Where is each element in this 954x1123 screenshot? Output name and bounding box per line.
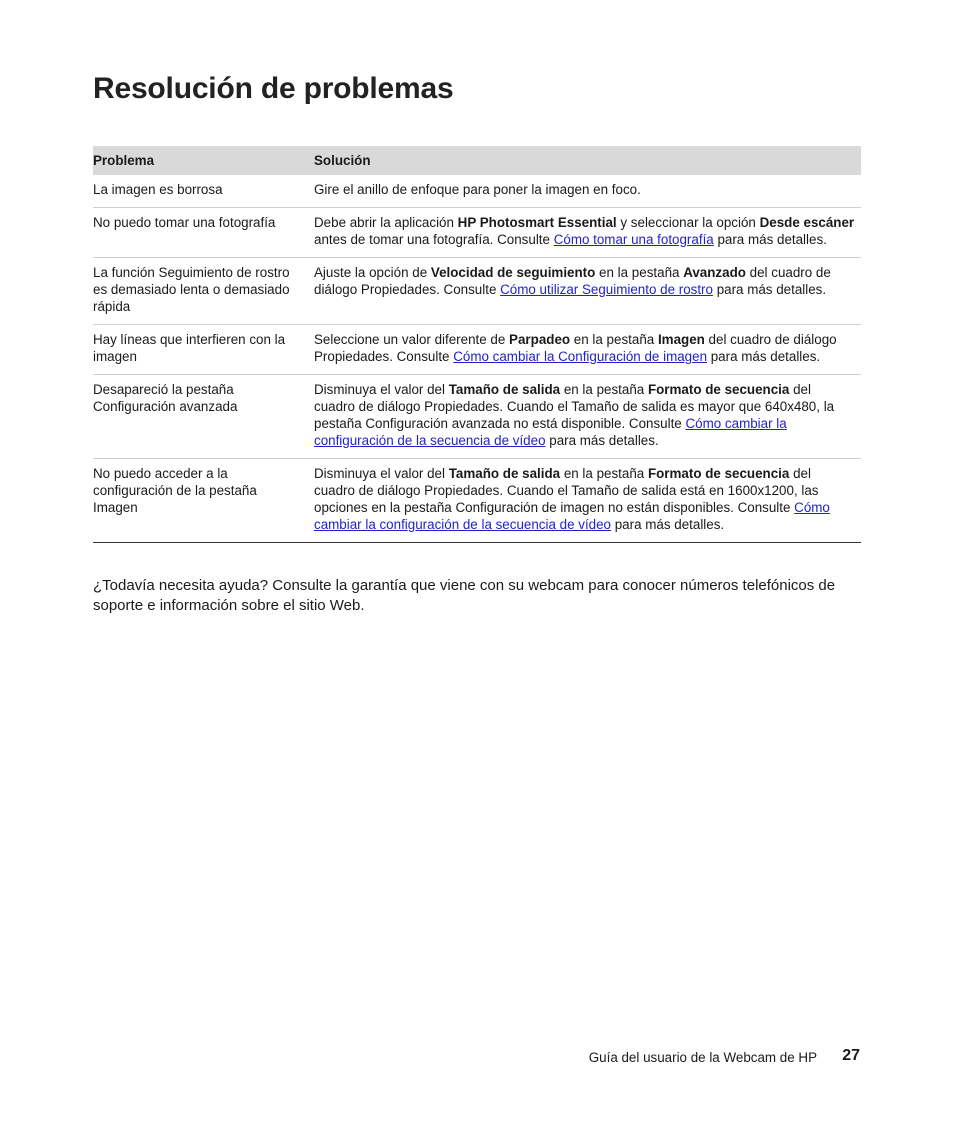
solution-bold-term: Formato de secuencia [647,382,790,397]
solution-bold-term: Tamaño de salida [448,382,561,397]
solution-link[interactable]: Cómo cambiar la Configuración de imagen [453,349,708,364]
solution-text: en la pestaña [560,466,648,481]
problem-cell: Desapareció la pestaña Configuración avanzada [93,375,314,459]
table-row [93,375,861,459]
solution-bold-term: HP Photosmart Essential [457,215,617,230]
problem-cell: La imagen es borrosa [93,175,314,208]
solution-bold-term: Desde escáner [759,215,855,230]
table-row [93,175,861,208]
solution-text: para más detalles. [707,349,821,364]
solution-text: para más detalles. [545,433,659,448]
solution-link[interactable]: Cómo utilizar Seguimiento de rostro [500,282,713,297]
troubleshooting-table [93,146,861,543]
table-row [93,208,861,258]
problem-cell: No puedo acceder a la configuración de la pestaña Imagen [93,459,314,543]
table-row [93,258,861,325]
solution-cell [314,459,861,543]
solution-text: del cuadro de diálogo Propiedades. Consulte [314,265,831,297]
solution-text: Debe abrir la aplicación [314,215,458,230]
solution-cell [314,175,861,208]
solution-bold-term: Velocidad de seguimiento [430,265,596,280]
solution-bold-term: Imagen [657,332,705,347]
page-title: Resolución de problemas [93,72,454,105]
solution-link[interactable]: Cómo tomar una fotografía [553,232,714,247]
solution-bold-term: Tamaño de salida [448,466,561,481]
solution-text: para más detalles. [713,232,827,247]
solution-link[interactable]: Cómo cambiar la configuración de la secuencia de vídeo [314,500,830,532]
solution-text: Seleccione un valor diferente de [314,332,510,347]
problem-cell: No puedo tomar una fotografía [93,208,314,258]
table-row [93,459,861,543]
table-body [93,175,861,543]
solution-text: del cuadro de diálogo Propiedades. Cuando el Tamaño de salida está en 1600x1200, las opciones en la pestaña Configuración de imagen no están disponibles. Consulte [314,466,819,515]
footer-guide-title: Guía del usuario de la Webcam de HP [588,1050,817,1065]
solution-text: para más detalles. [611,517,725,532]
solution-link[interactable]: Cómo cambiar la configuración de la secuencia de vídeo [314,416,787,448]
table-row [93,325,861,375]
solution-bold-term: Avanzado [683,265,746,280]
solution-bold-term: Parpadeo [509,332,571,347]
solution-cell [314,258,861,325]
solution-bold-term: Formato de secuencia [647,466,790,481]
solution-text: en la pestaña [595,265,684,280]
solution-cell [314,325,861,375]
page-number: 27 [842,1047,860,1064]
solution-text: antes de tomar una fotografía. Consulte [314,232,554,247]
solution-text: en la pestaña [570,332,658,347]
column-header-problem: Problema [93,146,314,175]
solution-text: Disminuya el valor del [314,466,449,481]
problem-cell: Hay líneas que interfieren con la imagen [93,325,314,375]
column-header-solution: Solución [314,146,861,175]
table-header-row [93,146,861,175]
solution-text: para más detalles. [712,282,827,297]
problem-cell: La función Seguimiento de rostro es demasiado lenta o demasiado rápida [93,258,314,325]
solution-text: Ajuste la opción de [314,265,431,280]
solution-text: en la pestaña [560,382,648,397]
solution-cell [314,375,861,459]
solution-text: del cuadro de diálogo Propiedades. Cuando el Tamaño de salida es mayor que 640x480, la pestaña Configuración avanzada no está disponible. Consulte [314,382,835,431]
solution-text: del cuadro de diálogo Propiedades. Consulte [314,332,837,364]
help-text: ¿Todavía necesita ayuda? Consulte la garantía que viene con su webcam para conocer números telefónicos de soporte e información sobre el sitio Web. [93,577,836,614]
solution-text: Disminuya el valor del [314,382,449,397]
solution-text: y seleccionar la opción [616,215,760,230]
solution-cell [314,208,861,258]
solution-text: Gire el anillo de enfoque para poner la imagen en foco. [314,182,641,197]
